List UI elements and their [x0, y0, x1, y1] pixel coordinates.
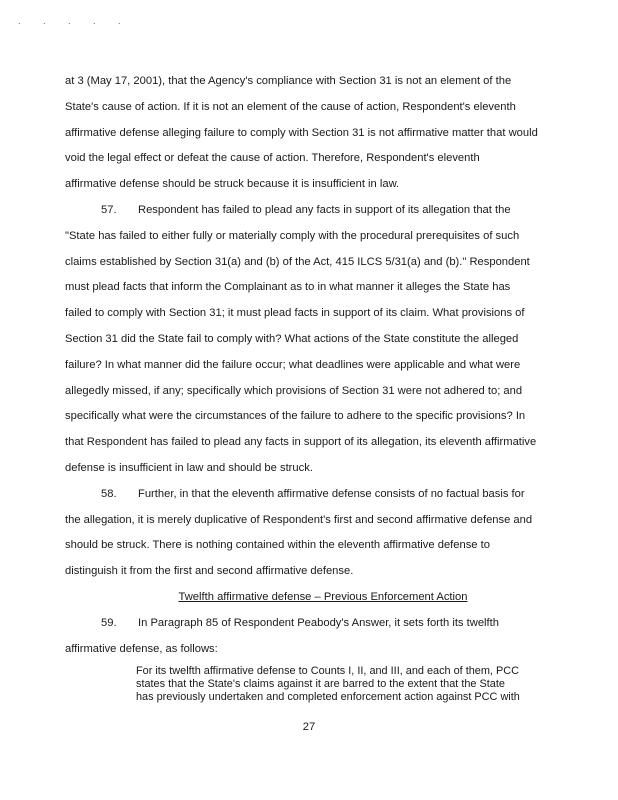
text-line: must plead facts that inform the Complainant as to in what manner it alleges the State has — [65, 281, 511, 294]
paragraph-continuation — [65, 69, 555, 198]
text-line: affirmative defense alleging failure to comply with Section 31 is not affirmative matter that would — [65, 126, 538, 139]
section-heading — [65, 585, 555, 611]
quote-line: states that the State's claims against it are barred to the extent that the State — [136, 678, 505, 691]
text-line: claims established by Section 31(a) and (b) of the Act, 415 ILCS 5/31(a) and (b)." Respondent — [65, 255, 530, 268]
text-line: specifically what were the circumstances of the failure to adhere to the specific provisions? In — [65, 410, 526, 423]
text-line: void the legal effect or defeat the cause of action. Therefore, Respondent's eleventh — [65, 152, 480, 165]
text-span: Respondent has failed to plead any facts in support of its allegation that the — [138, 203, 511, 216]
paragraph-59 — [65, 611, 555, 663]
paragraph-first-line — [65, 198, 555, 224]
page-number: 27 — [302, 721, 316, 733]
text-line: "State has failed to either fully or materially comply with the procedural prerequisites of such — [65, 229, 520, 242]
paragraph-number: 57. — [101, 203, 117, 216]
paragraph-number: 59. — [101, 616, 117, 629]
scan-marks: . . . . . — [18, 16, 131, 26]
text-span: Further, in that the eleventh affirmative defense consists of no factual basis for — [138, 487, 525, 500]
text-line: at 3 (May 17, 2001), that the Agency's compliance with Section 31 is not an element of the — [65, 75, 512, 87]
heading-text: Twelfth affirmative defense – Previous Enforcement Action — [178, 590, 468, 603]
text-line: should be struck. There is nothing contained within the eleventh affirmative defense to — [65, 539, 490, 552]
text-line: that Respondent has failed to plead any facts in support of its allegation, its eleventh affirmative — [65, 436, 537, 449]
text-line: the allegation, it is merely duplicative of Respondent's first and second affirmative defense and — [65, 513, 533, 526]
text-line: failed to comply with Section 31; it must plead facts in support of its claim. What provisions of — [65, 307, 525, 320]
body-text — [65, 69, 555, 662]
paragraph-first-line — [65, 482, 555, 508]
text-line: Section 31 did the State fail to comply with? What actions of the State constitute the alleged — [65, 332, 519, 345]
paragraph-first-line — [65, 611, 555, 637]
text-line: failure? In what manner did the failure occur; what deadlines were applicable and what were — [65, 358, 521, 371]
paragraph-number: 58. — [101, 487, 117, 500]
text-line: State's cause of action. If it is not an element of the cause of action, Respondent's eleventh — [65, 100, 516, 113]
text-span: In Paragraph 85 of Respondent Peabody's Answer, it sets forth its twelfth — [138, 616, 499, 629]
paragraph-58 — [65, 482, 555, 585]
paragraph-57 — [65, 198, 555, 482]
block-quote — [136, 665, 536, 705]
text-line: defense is insufficient in law and should be struck. — [65, 461, 313, 474]
quote-line: For its twelfth affirmative defense to Counts I, II, and III, and each of them, PCC — [136, 665, 519, 677]
text-line: affirmative defense, as follows: — [65, 642, 218, 655]
text-line: distinguish it from the first and second affirmative defense. — [65, 565, 354, 578]
text-line: affirmative defense should be struck because it is insufficient in law. — [65, 178, 400, 191]
quote-line: has previously undertaken and completed enforcement action against PCC with — [136, 691, 520, 704]
text-line: allegedly missed, if any; specifically which provisions of Section 31 were not adhered to; and — [65, 384, 523, 397]
